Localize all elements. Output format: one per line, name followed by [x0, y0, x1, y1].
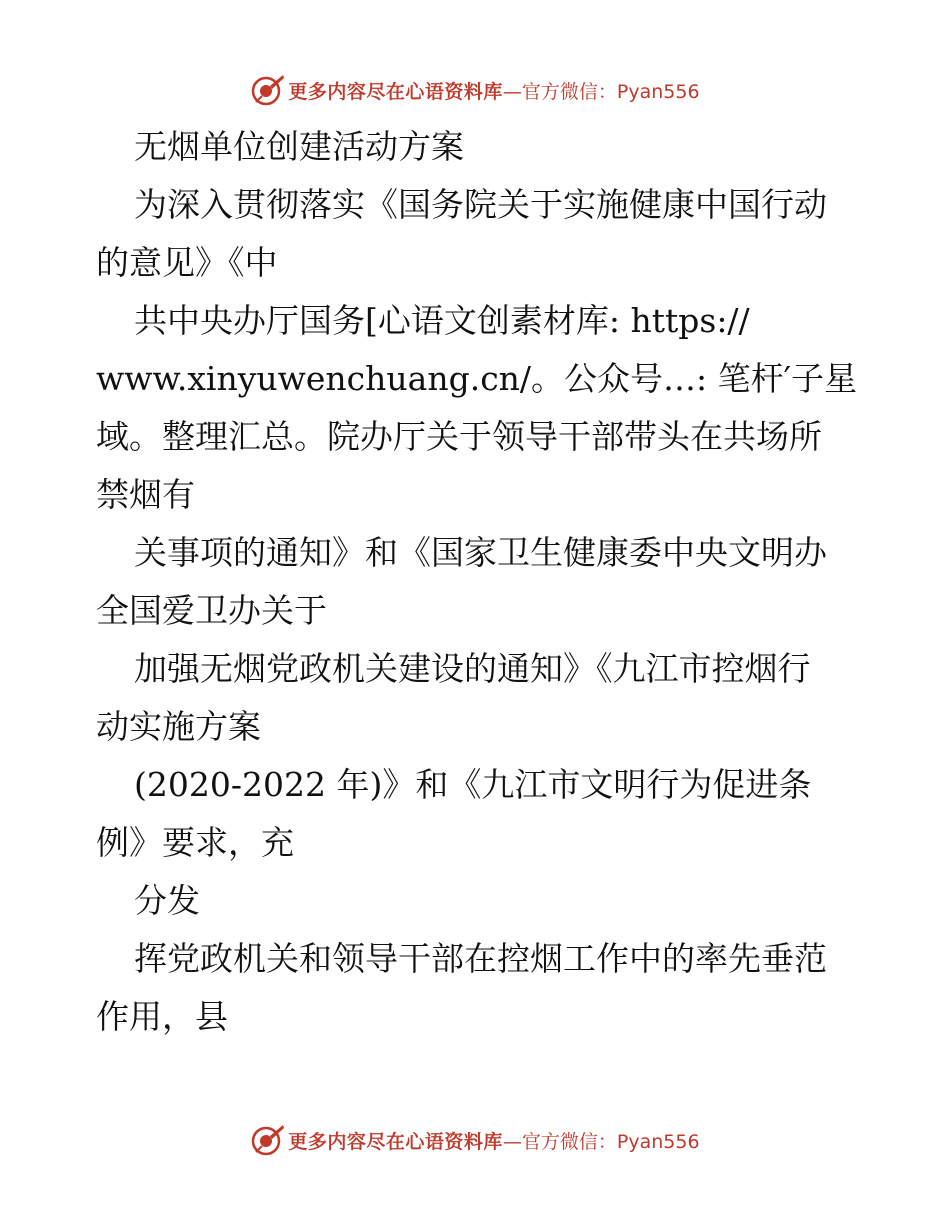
text-line: 禁烟有: [96, 475, 195, 514]
document-body: [96, 118, 866, 1046]
pen-logo-icon: [250, 72, 286, 108]
text-line: 域。整理汇总。院办厅关于领导干部带头在共场所: [96, 417, 822, 456]
text-line: (2020-2022 年)》和《九江市文明行为促进条: [134, 765, 812, 804]
pen-logo-icon: [250, 1122, 286, 1158]
text-line: www.xinyuwenchuang.cn/。公众号…: 笔杆′子星: [96, 359, 858, 398]
header-banner-text: 更多内容尽在心语资料库: [288, 80, 503, 103]
footer-banner-text: 更多内容尽在心语资料库: [288, 1130, 503, 1153]
text-line: 作用，县: [96, 997, 228, 1036]
text-line: 关事项的通知》和《国家卫生健康委中央文明办: [134, 533, 827, 572]
text-line: 共中央办厅国务[心语文创素材库: https://: [134, 301, 750, 340]
footer-banner-wechat: —官方微信：Pyan556: [502, 1130, 700, 1153]
text-line: 全国爱卫办关于: [96, 591, 327, 630]
text-line: 为深入贯彻落实《国务院关于实施健康中国行动: [134, 185, 827, 224]
footer-banner: [0, 1122, 950, 1158]
document-title: 无烟单位创建活动方案: [134, 127, 464, 166]
text-line: 动实施方案: [96, 707, 261, 746]
header-banner-wechat: —官方微信：Pyan556: [502, 80, 700, 103]
text-line: 挥党政机关和领导干部在控烟工作中的率先垂范: [134, 939, 827, 978]
text-line: 例》要求，充: [96, 823, 294, 862]
text-line: 的意见》《中: [96, 243, 278, 282]
text-line: 分发: [134, 881, 200, 920]
header-banner: [0, 72, 950, 108]
text-line: 加强无烟党政机关建设的通知》《九江市控烟行: [134, 649, 811, 688]
